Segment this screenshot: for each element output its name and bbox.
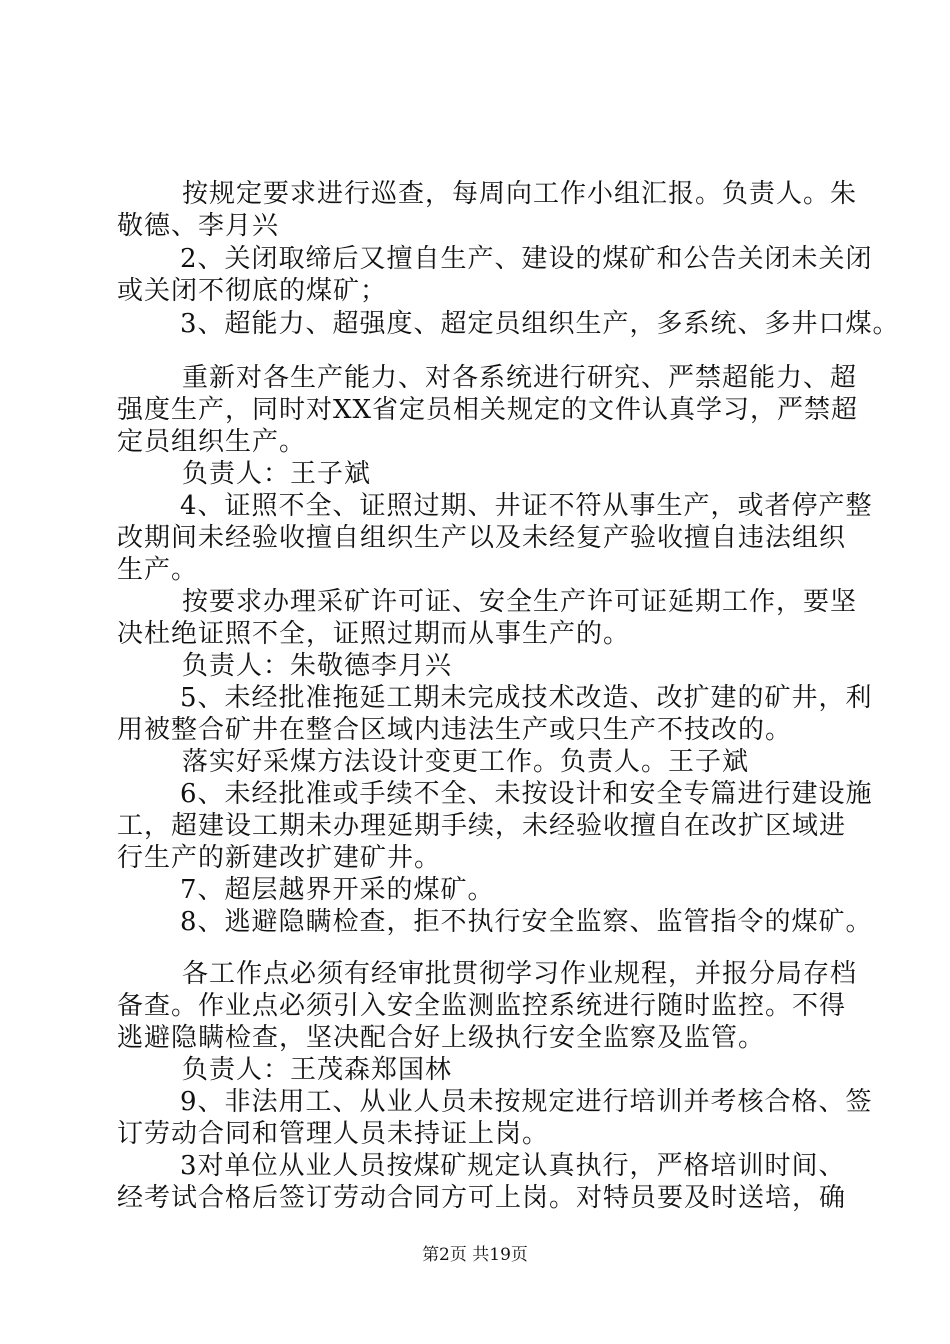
text-line: 敬德、李月兴 (117, 211, 280, 241)
text-line: 强度生产，同时对XX省定员相关规定的文件认真学习，严禁超 (117, 395, 859, 425)
text-line: 3对单位从业人员按煤矿规定认真执行，严格培训时间、 (180, 1151, 846, 1181)
text-line: 决杜绝证照不全，证照过期而从事生产的。 (117, 619, 631, 649)
text-line: 用被整合矿井在整合区域内违法生产或只生产不技改的。 (117, 715, 793, 745)
page-number-footer: 第2页 共19页 (422, 1245, 528, 1265)
text-line: 9、非法用工、从业人员未按规定进行培训并考核合格、签 (180, 1087, 873, 1117)
text-line: 落实好采煤方法设计变更工作。负责人。王子斌 (182, 747, 750, 777)
text-line: 经考试合格后签订劳动合同方可上岗。对特员要及时送培，确 (117, 1183, 847, 1213)
text-line: 生产。 (117, 555, 199, 585)
text-line: 负责人：王子斌 (182, 459, 372, 489)
text-line: 重新对各生产能力、对各系统进行研究、严禁超能力、超 (182, 363, 858, 393)
text-line: 按规定要求进行巡查，每周向工作小组汇报。负责人。朱 (182, 179, 858, 209)
text-line: 负责人：朱敬德李月兴 (182, 651, 453, 681)
text-line: 逃避隐瞒检查，坚决配合好上级执行安全监察及监管。 (117, 1023, 766, 1053)
text-line: 行生产的新建改扩建矿井。 (117, 843, 442, 873)
text-line: 订劳动合同和管理人员未持证上岗。 (117, 1119, 550, 1149)
text-line: 或关闭不彻底的煤矿； (117, 276, 388, 306)
text-line: 定员组织生产。 (117, 427, 307, 457)
text-line: 6、未经批准或手续不全、未按设计和安全专篇进行建设施 (180, 779, 873, 809)
text-line: 5、未经批准拖延工期未完成技术改造、改扩建的矿井，利 (180, 683, 873, 713)
text-line: 改期间未经验收擅自组织生产以及未经复产验收擅自违法组织 (117, 523, 847, 553)
text-line: 2、关闭取缔后又擅自生产、建设的煤矿和公告关闭未关闭 (180, 244, 873, 274)
text-line: 备查。作业点必须引入安全监测监控系统进行随时监控。不得 (117, 991, 847, 1021)
text-line: 工，超建设工期未办理延期手续，未经验收擅自在改扩区域进 (117, 811, 847, 841)
text-line: 负责人：王茂森郑国林 (182, 1055, 453, 1085)
text-line: 3、超能力、超强度、超定员组织生产，多系统、多井口煤。 (180, 309, 900, 339)
text-line: 按要求办理采矿许可证、安全生产许可证延期工作，要坚 (182, 587, 858, 617)
text-line: 8、逃避隐瞒检查，拒不执行安全监察、监管指令的煤矿。 (180, 907, 873, 937)
text-line: 7、超层越界开采的煤矿。 (180, 875, 495, 905)
text-line: 4、证照不全、证照过期、井证不符从事生产，或者停产整 (180, 491, 873, 521)
text-line: 各工作点必须有经审批贯彻学习作业规程，并报分局存档 (182, 959, 858, 989)
